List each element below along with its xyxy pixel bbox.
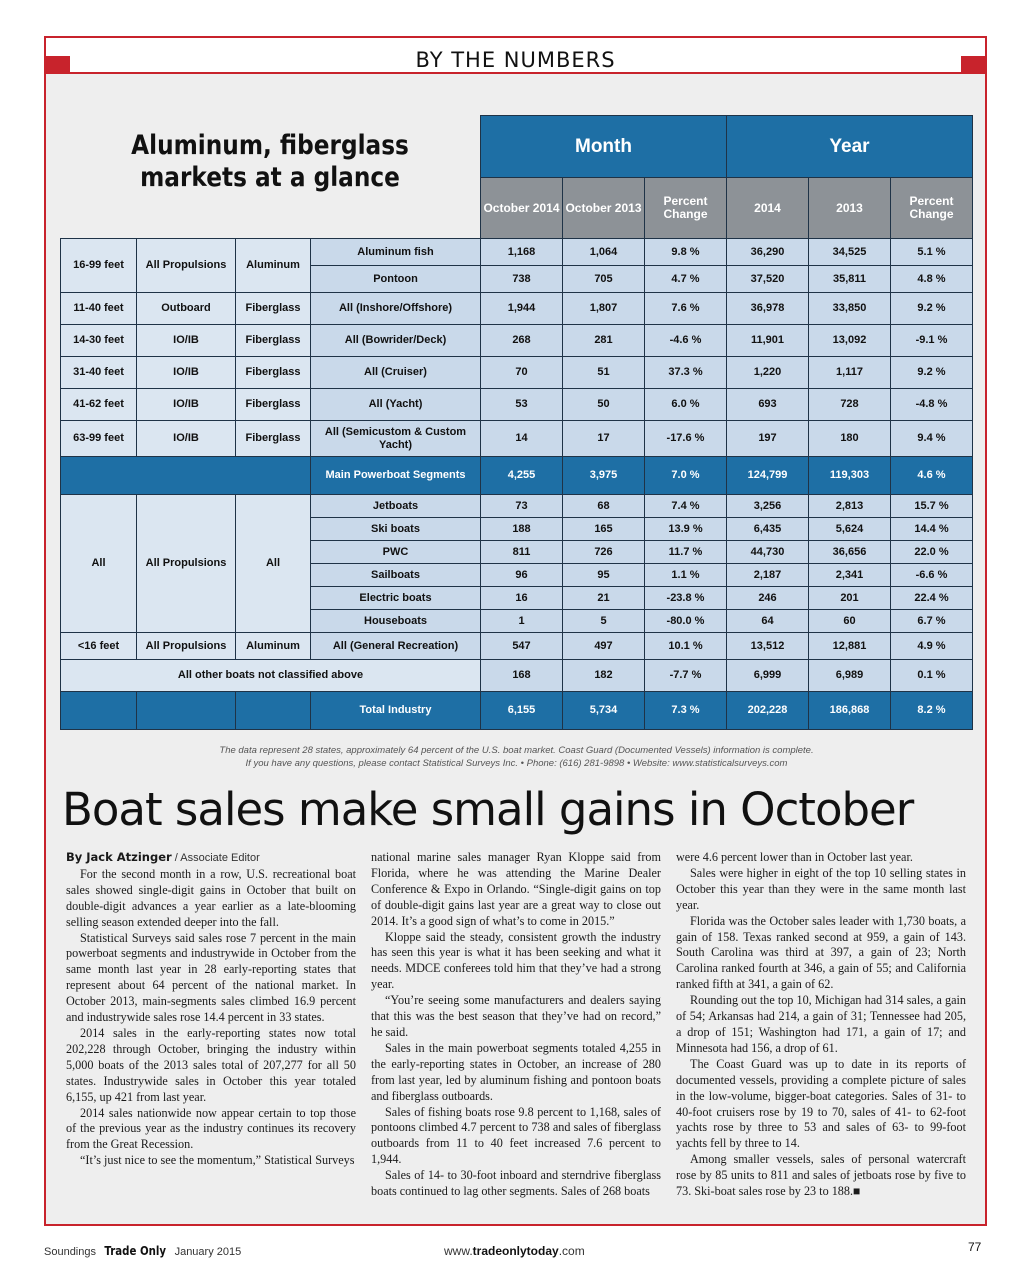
- material-cell: Aluminum: [236, 239, 311, 293]
- article-column-3: [676, 850, 966, 1200]
- paragraph: “It’s just nice to see the momentum,” Statistical Surveys: [80, 1153, 355, 1168]
- size-cell: <16 feet: [61, 633, 137, 660]
- value-cell: 6.7 %: [891, 610, 973, 633]
- value-cell: 22.0 %: [891, 541, 973, 564]
- value-cell: 124,799: [727, 457, 809, 495]
- segment-cell: All (Bowrider/Deck): [311, 325, 481, 357]
- propulsion-cell: All Propulsions: [137, 495, 236, 633]
- propulsion-cell: IO/IB: [137, 421, 236, 457]
- value-cell: 547: [481, 633, 563, 660]
- segment-cell: PWC: [311, 541, 481, 564]
- value-cell: -23.8 %: [645, 587, 727, 610]
- value-cell: 12,881: [809, 633, 891, 660]
- value-cell: 6,999: [727, 660, 809, 692]
- subheader-spacer: [61, 178, 481, 239]
- propulsion-cell: Outboard: [137, 293, 236, 325]
- value-cell: 22.4 %: [891, 587, 973, 610]
- table-caption: [60, 744, 973, 770]
- segment-cell: All (Cruiser): [311, 357, 481, 389]
- banner: [46, 38, 985, 74]
- value-cell: 1.1 %: [645, 564, 727, 587]
- segment-cell: Jetboats: [311, 495, 481, 518]
- material-cell: Aluminum: [236, 633, 311, 660]
- value-cell: -4.6 %: [645, 325, 727, 357]
- size-cell: 41-62 feet: [61, 389, 137, 421]
- value-cell: 11.7 %: [645, 541, 727, 564]
- value-cell: 1,168: [481, 239, 563, 266]
- material-cell: Fiberglass: [236, 357, 311, 389]
- table-row: [61, 293, 973, 325]
- paragraph: Florida was the October sales leader with 1,730 boats, a gain of 158. Texas ranked second at 959, a gain of 143. South Carolina was third at 397, a gain of 23; North Carolina ranked fourth at 346, a gain of 55; and California ranked fifth at 341, a gain of 62.: [676, 913, 966, 992]
- value-cell: 3,975: [563, 457, 645, 495]
- value-cell: 5,624: [809, 518, 891, 541]
- value-cell: 35,811: [809, 266, 891, 293]
- propulsion-cell: IO/IB: [137, 325, 236, 357]
- size-cell: 16-99 feet: [61, 239, 137, 293]
- paragraph: Sales were higher in eight of the top 10 selling states in October this year than they were in the same month last year.: [676, 865, 966, 912]
- value-cell: 17: [563, 421, 645, 457]
- value-cell: 1,117: [809, 357, 891, 389]
- value-cell: 14.4 %: [891, 518, 973, 541]
- value-cell: 70: [481, 357, 563, 389]
- paragraph: Statistical Surveys said sales rose 7 percent in the main powerboat segments and industrywide in October from the same month last year in 28 early-reporting states that represent about 64 percent of the national market. In October 2013, main-segments sales climbed 16.9 percent and industrywide sales rose 14.4 percent in 33 states.: [66, 930, 356, 1025]
- value-cell: 186,868: [809, 692, 891, 730]
- value-cell: 53: [481, 389, 563, 421]
- subheader-october-2014: October 2014: [481, 178, 563, 239]
- year-header: Year: [727, 116, 973, 178]
- size-cell: 31-40 feet: [61, 357, 137, 389]
- value-cell: 10.1 %: [645, 633, 727, 660]
- value-cell: 7.4 %: [645, 495, 727, 518]
- value-cell: -9.1 %: [891, 325, 973, 357]
- segment-cell: Houseboats: [311, 610, 481, 633]
- value-cell: 6.0 %: [645, 389, 727, 421]
- subheader-october-2013: October 2013: [563, 178, 645, 239]
- value-cell: 281: [563, 325, 645, 357]
- value-cell: 2,341: [809, 564, 891, 587]
- value-cell: 36,290: [727, 239, 809, 266]
- value-cell: 168: [481, 660, 563, 692]
- segment-cell: Ski boats: [311, 518, 481, 541]
- table-row: [61, 633, 973, 660]
- value-cell: -6.6 %: [891, 564, 973, 587]
- value-cell: 7.0 %: [645, 457, 727, 495]
- value-cell: 180: [809, 421, 891, 457]
- value-cell: 4.9 %: [891, 633, 973, 660]
- byline-name: By Jack Atzinger: [66, 850, 172, 864]
- value-cell: 4.6 %: [891, 457, 973, 495]
- propulsion-cell: All Propulsions: [137, 633, 236, 660]
- value-cell: -4.8 %: [891, 389, 973, 421]
- subheader-2013: 2013: [809, 178, 891, 239]
- value-cell: 246: [727, 587, 809, 610]
- value-cell: 7.3 %: [645, 692, 727, 730]
- caption-line-1: The data represent 28 states, approximately 64 percent of the U.S. boat market. Coast Guard (Documented Vessels) information is complete.: [219, 745, 814, 756]
- material-cell: Fiberglass: [236, 421, 311, 457]
- paragraph: Among smaller vessels, sales of personal watercraft rose by 85 units to 811 and sales of jetboats rose by five to 73. Ski-boat sales rose by 23 to 188.■: [676, 1152, 966, 1199]
- value-cell: 51: [563, 357, 645, 389]
- value-cell: 9.4 %: [891, 421, 973, 457]
- value-cell: 2,813: [809, 495, 891, 518]
- value-cell: -7.7 %: [645, 660, 727, 692]
- material-cell: Fiberglass: [236, 293, 311, 325]
- value-cell: 11,901: [727, 325, 809, 357]
- value-cell: 1,807: [563, 293, 645, 325]
- paragraph: Sales of 14- to 30-foot inboard and sterndrive fiberglass boats continued to lag other segments. Sales of 268 boats: [371, 1168, 661, 1199]
- table-row: [61, 357, 973, 389]
- value-cell: 14: [481, 421, 563, 457]
- value-cell: 202,228: [727, 692, 809, 730]
- sales-table: [60, 115, 973, 730]
- value-cell: 4.8 %: [891, 266, 973, 293]
- table-row: [61, 495, 973, 518]
- paragraph: Kloppe said the steady, consistent growth the industry has seen this year is what it has been seeking and what it needs. MDCE conferees told him that they’ve had a strong year.: [371, 929, 661, 992]
- value-cell: 728: [809, 389, 891, 421]
- value-cell: 4.7 %: [645, 266, 727, 293]
- paragraph: Sales of fishing boats rose 9.8 percent to 1,168, sales of pontoons climbed 4.7 percent to 738 and sales of fiberglass outboards from 11 to 40 feet increased 7.6 percent to 1,944.: [371, 1104, 661, 1167]
- value-cell: 1: [481, 610, 563, 633]
- segment-cell: Electric boats: [311, 587, 481, 610]
- size-cell: 11-40 feet: [61, 293, 137, 325]
- header-spacer: [61, 116, 481, 178]
- total-row-spacer: [61, 692, 137, 730]
- value-cell: 268: [481, 325, 563, 357]
- value-cell: 95: [563, 564, 645, 587]
- value-cell: 9.8 %: [645, 239, 727, 266]
- value-cell: 60: [809, 610, 891, 633]
- propulsion-cell: IO/IB: [137, 389, 236, 421]
- footer-website[interactable]: [444, 1244, 585, 1258]
- material-cell: Fiberglass: [236, 325, 311, 357]
- value-cell: 33,850: [809, 293, 891, 325]
- propulsion-cell: All Propulsions: [137, 239, 236, 293]
- value-cell: 5,734: [563, 692, 645, 730]
- value-cell: 36,656: [809, 541, 891, 564]
- subheader-month-percent-change: Percent Change: [645, 178, 727, 239]
- article-column-2: [371, 850, 661, 1200]
- footer-url-suffix: .com: [558, 1244, 585, 1258]
- value-cell: 188: [481, 518, 563, 541]
- value-cell: 1,220: [727, 357, 809, 389]
- footer-pub-date: January 2015: [171, 1246, 242, 1258]
- value-cell: 2,187: [727, 564, 809, 587]
- table-row: [61, 389, 973, 421]
- segment-cell: Sailboats: [311, 564, 481, 587]
- footer-pub-prefix: Soundings: [44, 1246, 100, 1258]
- banner-title: BY THE NUMBERS: [415, 48, 616, 72]
- main-row-spacer: [61, 457, 311, 495]
- value-cell: 64: [727, 610, 809, 633]
- caption-line-2: If you have any questions, please contact Statistical Surveys Inc. • Phone: (616) 281-9898 • Website: www.statisticalsurveys.com: [245, 758, 788, 769]
- table-row: [61, 239, 973, 266]
- total-industry-row: [61, 692, 973, 730]
- value-cell: 1,064: [563, 239, 645, 266]
- table-title-line-2: markets at a glance: [140, 162, 400, 193]
- value-cell: 16: [481, 587, 563, 610]
- value-cell: 738: [481, 266, 563, 293]
- paragraph: 2014 sales nationwide now appear certain to top those of the previous year as the industry continues its recovery from the Great Recession.: [66, 1105, 356, 1152]
- material-cell: Fiberglass: [236, 389, 311, 421]
- paragraph: Rounding out the top 10, Michigan had 314 sales, a gain of 54; Arkansas had 214, a gain of 31; Tennessee had 205, a drop of 151; Washington had 171, a gain of 17; and Minnesota had 156, a drop of 61.: [676, 993, 966, 1055]
- other-boats-label: All other boats not classified above: [61, 660, 481, 692]
- value-cell: 13,092: [809, 325, 891, 357]
- value-cell: 705: [563, 266, 645, 293]
- value-cell: 37,520: [727, 266, 809, 293]
- value-cell: 37.3 %: [645, 357, 727, 389]
- value-cell: 197: [727, 421, 809, 457]
- value-cell: -17.6 %: [645, 421, 727, 457]
- value-cell: 21: [563, 587, 645, 610]
- footer-url-brand: tradeonlytoday: [472, 1244, 559, 1258]
- value-cell: 36,978: [727, 293, 809, 325]
- segment-cell: All (General Recreation): [311, 633, 481, 660]
- total-row-spacer: [236, 692, 311, 730]
- size-cell: 63-99 feet: [61, 421, 137, 457]
- segment-cell: All (Semicustom & Custom Yacht): [311, 421, 481, 457]
- value-cell: 68: [563, 495, 645, 518]
- value-cell: 73: [481, 495, 563, 518]
- total-row-spacer: [137, 692, 236, 730]
- footer-pub-brand: Trade Only: [104, 1244, 167, 1258]
- value-cell: 497: [563, 633, 645, 660]
- value-cell: 1,944: [481, 293, 563, 325]
- value-cell: 5.1 %: [891, 239, 973, 266]
- table-row: [61, 325, 973, 357]
- main-segments-row: [61, 457, 973, 495]
- segment-cell: Aluminum fish: [311, 239, 481, 266]
- value-cell: 6,989: [809, 660, 891, 692]
- value-cell: 44,730: [727, 541, 809, 564]
- segment-cell: Pontoon: [311, 266, 481, 293]
- byline: [66, 850, 356, 867]
- value-cell: 8.2 %: [891, 692, 973, 730]
- paragraph: “You’re seeing some manufacturers and dealers saying that this was the best season that they’ve had on record,” he said.: [371, 993, 661, 1039]
- value-cell: 13,512: [727, 633, 809, 660]
- value-cell: 9.2 %: [891, 293, 973, 325]
- value-cell: 15.7 %: [891, 495, 973, 518]
- value-cell: 182: [563, 660, 645, 692]
- value-cell: 13.9 %: [645, 518, 727, 541]
- footer-publication: [44, 1244, 241, 1258]
- paragraph: national marine sales manager Ryan Kloppe said from Florida, where he was attending the Marine Dealer Conference & Expo in Orlando. “Single-digit gains on top of double-digit gains last year are a great way to close out 2014. It’s a good sign of what’s to come in 2015.”: [371, 850, 661, 928]
- article-headline: Boat sales make small gains in October: [62, 783, 914, 836]
- month-header: Month: [481, 116, 727, 178]
- value-cell: 811: [481, 541, 563, 564]
- paragraph: Sales in the main powerboat segments totaled 4,255 in the early-reporting states in October, an increase of 280 from last year, led by aluminum fishing and pontoon boats and fiberglass outboards.: [371, 1040, 661, 1103]
- table-title-line-1: Aluminum, fiberglass: [131, 130, 409, 161]
- value-cell: 693: [727, 389, 809, 421]
- value-cell: 50: [563, 389, 645, 421]
- subheader-2014: 2014: [727, 178, 809, 239]
- value-cell: 6,155: [481, 692, 563, 730]
- paragraph: For the second month in a row, U.S. recreational boat sales showed single-digit gains in October that built on double-digit advances a year earlier as a late-blooming selling season extended deeper into the fall.: [66, 866, 356, 929]
- value-cell: 0.1 %: [891, 660, 973, 692]
- segment-cell: All (Inshore/Offshore): [311, 293, 481, 325]
- footer-url-prefix: www.: [444, 1244, 473, 1258]
- value-cell: 5: [563, 610, 645, 633]
- size-cell: All: [61, 495, 137, 633]
- value-cell: 34,525: [809, 239, 891, 266]
- subheader-year-percent-change: Percent Change: [891, 178, 973, 239]
- value-cell: 7.6 %: [645, 293, 727, 325]
- paragraph: 2014 sales in the early-reporting states now total 202,228 through October, bringing the industry within 5,000 boats of the 2013 sales total of 207,277 for all 50 states. Industrywide sales in October this year totaled 6,155, up 421 from last year.: [66, 1025, 356, 1104]
- material-cell: All: [236, 495, 311, 633]
- paragraph: were 4.6 percent lower than in October last year.: [676, 850, 913, 864]
- propulsion-cell: IO/IB: [137, 357, 236, 389]
- value-cell: 165: [563, 518, 645, 541]
- segment-cell: All (Yacht): [311, 389, 481, 421]
- value-cell: 4,255: [481, 457, 563, 495]
- value-cell: 201: [809, 587, 891, 610]
- value-cell: 6,435: [727, 518, 809, 541]
- value-cell: -80.0 %: [645, 610, 727, 633]
- article-column-1: [66, 850, 356, 1169]
- page-number: 77: [968, 1240, 982, 1254]
- paragraph: The Coast Guard was up to date in its reports of documented vessels, providing a complete picture of sales in the low-volume, bigger-boat categories. Sales of 31- to 40-foot cruisers rose by 19 to 70, sales of 41- to 62-foot yachts rose by three to 53 and sales of 63- to 99-foot yachts fell by three to 14.: [676, 1056, 966, 1151]
- segment-cell: Main Powerboat Segments: [311, 457, 481, 495]
- value-cell: 9.2 %: [891, 357, 973, 389]
- value-cell: 726: [563, 541, 645, 564]
- segment-cell: Total Industry: [311, 692, 481, 730]
- value-cell: 96: [481, 564, 563, 587]
- size-cell: 14-30 feet: [61, 325, 137, 357]
- value-cell: 119,303: [809, 457, 891, 495]
- byline-role: / Associate Editor: [171, 852, 260, 864]
- table-row: [61, 660, 973, 692]
- table-row: [61, 421, 973, 457]
- value-cell: 3,256: [727, 495, 809, 518]
